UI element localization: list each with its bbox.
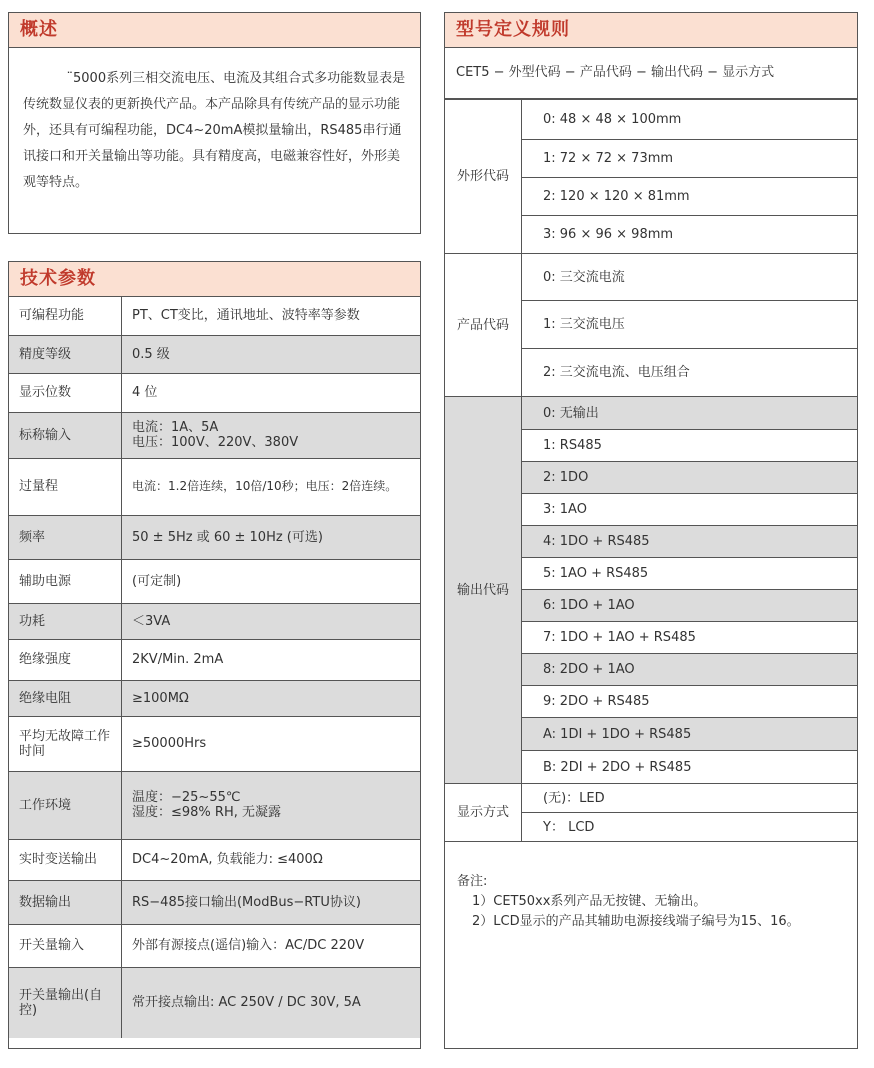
table-row [9, 373, 420, 412]
spec-value [122, 412, 421, 458]
spec-label: 功耗 [9, 603, 122, 639]
group-label: 外形代码 [445, 100, 522, 254]
option-item: 0: 48 × 48 × 100mm [522, 100, 858, 140]
option-item: 7: 1DO + 1AO + RS485 [522, 622, 858, 654]
spec-label: 辅助电源 [9, 559, 122, 603]
option-item: 1: 三交流电压 [522, 301, 858, 349]
spec-value: 常开接点输出: AC 250V / DC 30V, 5A [122, 967, 421, 1038]
table-row [9, 412, 420, 458]
table-row [445, 254, 857, 301]
spec-label: 开关量输入 [9, 924, 122, 967]
spec-value: PT、CT变比，通讯地址、波特率等参数 [122, 297, 421, 335]
spec-value-line: 温度：−25~55℃ [132, 790, 241, 805]
notes-title: 备注: [457, 874, 488, 889]
table-row [9, 639, 420, 680]
group-label: 输出代码 [445, 397, 522, 784]
option-item: Y： LCD [522, 813, 858, 842]
option-item: 4: 1DO + RS485 [522, 526, 858, 558]
spec-value: 4 位 [122, 373, 421, 412]
overview-text: ̈5000系列三相交流电压、电流及其组合式多功能数显表是传统数显仪表的更新换代产品。本产品除具有传统产品的显示功能外，还具有可编程功能，DC4~20mA模拟量输出，RS485串行通讯接口和开关量输出等功能。具有精度高，电磁兼容性好，外形美观等特点。 [23, 71, 406, 190]
table-row [9, 335, 420, 373]
spec-value: 50 ± 5Hz 或 60 ± 10Hz (可选) [122, 515, 421, 559]
option-item: 3: 96 × 96 × 98mm [522, 216, 858, 254]
spec-label: 绝缘强度 [9, 639, 122, 680]
overview-paragraph [9, 48, 420, 196]
spec-value: 0.5 级 [122, 335, 421, 373]
spec-label: 标称输入 [9, 412, 122, 458]
option-item: 9: 2DO + RS485 [522, 686, 858, 718]
option-item: 2: 1DO [522, 462, 858, 494]
specs-table [9, 297, 420, 1038]
spec-label: 实时变送输出 [9, 839, 122, 880]
table-row [9, 771, 420, 839]
table-row [445, 100, 857, 140]
spec-label: 数据输出 [9, 880, 122, 924]
spec-value-line: 电压：100V、220V、380V [132, 435, 299, 450]
spec-value: DC4~20mA, 负载能力: ≤400Ω [122, 839, 421, 880]
spec-value: 外部有源接点(遥信)输入：AC/DC 220V [122, 924, 421, 967]
option-item: 0: 三交流电流 [522, 254, 858, 301]
spec-label: 开关量输出(自控) [9, 967, 122, 1038]
spec-value: ≥100MΩ [122, 680, 421, 716]
table-row [9, 680, 420, 716]
spec-value: ＜3VA [122, 603, 421, 639]
spec-label: 平均无故障工作时间 [9, 716, 122, 771]
group-label: 显示方式 [445, 784, 522, 842]
option-item: 0: 无输出 [522, 397, 858, 430]
option-item: A: 1DI + 1DO + RS485 [522, 718, 858, 751]
table-row [9, 880, 420, 924]
spec-label: 过量程 [9, 458, 122, 515]
table-row [9, 603, 420, 639]
table-row [9, 924, 420, 967]
table-row [9, 967, 420, 1038]
spec-value: 电流：1.2倍连续，10倍/10秒；电压：2倍连续。 [122, 458, 421, 515]
spec-label: 绝缘电阻 [9, 680, 122, 716]
option-item: 1: 72 × 72 × 73mm [522, 140, 858, 178]
table-row [445, 397, 857, 430]
spec-value: RS−485接口输出(ModBus−RTU协议) [122, 880, 421, 924]
specs-title: 技术参数 [9, 262, 420, 297]
spec-label: 工作环境 [9, 771, 122, 839]
table-row [445, 784, 857, 813]
option-item: B: 2DI + 2DO + RS485 [522, 751, 858, 784]
overview-title: 概述 [9, 13, 420, 48]
note-item: 1）CET50xx系列产品无按键、无输出。 [472, 894, 707, 909]
option-item: (无)：LED [522, 784, 858, 813]
overview-panel [8, 12, 421, 234]
table-row [9, 515, 420, 559]
table-row [9, 716, 420, 771]
note-item: 2）LCD显示的产品其辅助电源接线端子编号为15、16。 [472, 914, 800, 929]
model-intro: CET5 − 外型代码 − 产品代码 − 输出代码 − 显示方式 [445, 48, 857, 99]
group-label: 产品代码 [445, 254, 522, 397]
spec-label: 精度等级 [9, 335, 122, 373]
option-item: 2: 120 × 120 × 81mm [522, 178, 858, 216]
model-panel [444, 12, 858, 1049]
option-item: 1: RS485 [522, 430, 858, 462]
table-row [9, 297, 420, 335]
spec-value-line: 湿度：≤98% RH, 无凝露 [132, 805, 281, 820]
table-row [9, 458, 420, 515]
table-row [9, 559, 420, 603]
notes [445, 842, 857, 932]
option-item: 6: 1DO + 1AO [522, 590, 858, 622]
spec-value [122, 771, 421, 839]
option-item: 3: 1AO [522, 494, 858, 526]
spec-label: 可编程功能 [9, 297, 122, 335]
spec-value: ≥50000Hrs [122, 716, 421, 771]
table-row [9, 839, 420, 880]
spec-value: (可定制) [122, 559, 421, 603]
option-item: 5: 1AO + RS485 [522, 558, 858, 590]
spec-label: 显示位数 [9, 373, 122, 412]
spec-value-line: 电流：1A、5A [132, 420, 219, 435]
model-table [445, 99, 857, 842]
specs-panel [8, 261, 421, 1049]
spec-label: 频率 [9, 515, 122, 559]
model-title: 型号定义规则 [445, 13, 857, 48]
option-item: 2: 三交流电流、电压组合 [522, 349, 858, 397]
option-item: 8: 2DO + 1AO [522, 654, 858, 686]
spec-value: 2KV/Min. 2mA [122, 639, 421, 680]
